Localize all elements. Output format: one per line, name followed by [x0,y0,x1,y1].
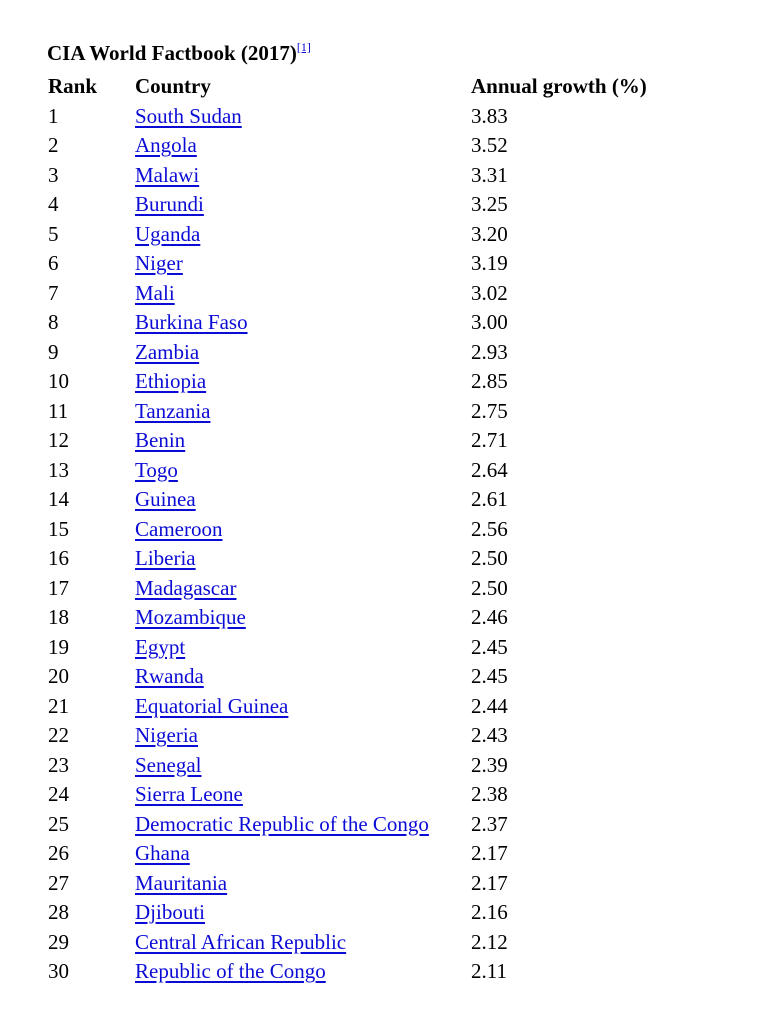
rank-cell: 10 [48,369,69,393]
annual-growth-cell: 3.00 [471,310,508,334]
table-row [48,574,647,604]
country-cell [135,957,471,987]
table-row [48,485,647,515]
reference-link[interactable]: [1] [296,40,311,54]
header-rank: Rank [48,74,98,98]
country-link[interactable]: Zambia [135,339,200,364]
country-link[interactable]: Togo [135,457,178,482]
country-link[interactable]: Republic of the Congo [135,959,326,983]
table-row [48,279,647,309]
country-cell [135,633,471,663]
annual-growth-cell: 3.52 [471,133,508,157]
country-cell [135,338,471,368]
country-cell [135,544,471,574]
country-link[interactable]: Ethiopia [135,369,207,393]
table-row [48,426,647,456]
country-cell [135,161,471,191]
table-row [48,839,647,869]
country-cell [135,928,471,958]
country-link[interactable]: Burkina Faso [135,310,248,334]
annual-growth-cell: 2.56 [471,516,508,541]
annual-growth-cell: 3.83 [471,103,508,128]
caption-title: CIA World Factbook (2017) [47,41,297,65]
table-row [48,780,647,810]
annual-growth-cell: 2.50 [471,575,508,600]
rank-cell: 23 [48,752,69,777]
table-row [48,367,647,397]
rank-cell: 3 [48,162,59,187]
country-link[interactable]: Tanzania [135,398,211,423]
country-cell [135,662,471,692]
rank-cell: 17 [48,575,69,600]
country-link[interactable]: Nigeria [135,723,198,747]
rank-cell: 14 [48,487,69,511]
country-cell [135,397,471,427]
country-cell [135,131,471,161]
rank-cell: 25 [48,811,69,836]
annual-growth-cell: 2.11 [471,959,507,983]
table-row [48,633,647,663]
annual-growth-cell: 2.37 [471,811,508,836]
country-cell [135,898,471,928]
rank-cell: 20 [48,664,69,688]
table-row [48,544,647,574]
population-growth-table [48,72,647,987]
country-cell [135,751,471,781]
country-cell [135,279,471,309]
rank-cell: 26 [48,841,69,865]
table-row [48,721,647,751]
table-row [48,249,647,279]
rank-cell: 13 [48,457,69,482]
table-row [48,161,647,191]
rank-cell: 15 [48,516,69,541]
country-cell [135,839,471,869]
country-cell [135,249,471,279]
country-cell [135,515,471,545]
country-link[interactable]: Burundi [135,192,204,216]
country-link[interactable]: Equatorial Guinea [135,693,289,718]
rank-cell: 19 [48,634,69,659]
annual-growth-cell: 2.44 [471,693,508,718]
country-link[interactable]: Central African Republic [135,929,347,954]
country-link[interactable]: Rwanda [135,664,204,688]
header-country: Country [135,74,211,98]
annual-growth-cell: 2.50 [471,546,508,570]
annual-growth-cell: 2.45 [471,664,508,688]
rank-cell: 30 [48,959,69,983]
annual-growth-cell: 2.71 [471,428,508,452]
table-row [48,692,647,722]
country-link[interactable]: Djibouti [135,900,206,924]
rank-cell: 29 [48,929,69,954]
country-cell [135,692,471,722]
annual-growth-cell: 2.39 [471,752,508,777]
table-body [48,102,647,987]
country-link[interactable]: Angola [135,133,197,157]
country-cell [135,456,471,486]
header-annual-growth: Annual growth (%) [471,74,647,98]
country-cell [135,190,471,220]
table-row [48,190,647,220]
country-link[interactable]: Madagascar [135,575,237,600]
country-link[interactable]: Niger [135,251,183,275]
table-row [48,603,647,633]
annual-growth-cell: 2.61 [471,487,508,511]
rank-cell: 28 [48,900,69,924]
country-cell [135,869,471,899]
table-row [48,810,647,840]
country-link[interactable]: Egypt [135,634,186,659]
annual-growth-cell: 2.75 [471,398,508,423]
rank-cell: 4 [48,192,59,216]
rank-cell: 22 [48,723,69,747]
annual-growth-cell: 3.20 [471,221,508,246]
table-row [48,220,647,250]
country-link[interactable]: Liberia [135,546,196,570]
country-link[interactable]: Uganda [135,221,201,246]
annual-growth-cell: 2.85 [471,369,508,393]
annual-growth-cell: 3.19 [471,251,508,275]
annual-growth-cell: 3.02 [471,280,508,305]
rank-cell: 2 [48,133,59,157]
country-link[interactable]: South Sudan [135,103,242,128]
annual-growth-cell: 2.93 [471,339,508,364]
reference-superscript [297,40,311,54]
table-header-row [48,72,647,102]
country-cell [135,367,471,397]
table-row [48,957,647,987]
table-row [48,751,647,781]
table-row [48,662,647,692]
table-row [48,869,647,899]
table-row [48,308,647,338]
rank-cell: 27 [48,870,69,895]
table-row [48,898,647,928]
annual-growth-cell: 2.17 [471,870,508,895]
rank-cell: 8 [48,310,59,334]
rank-cell: 18 [48,605,69,629]
annual-growth-cell: 2.45 [471,634,508,659]
rank-cell: 9 [48,339,59,364]
country-cell [135,308,471,338]
rank-cell: 24 [48,782,69,806]
annual-growth-cell: 3.31 [471,162,508,187]
country-link[interactable]: Democratic Republic of the Congo [135,811,429,836]
country-link[interactable]: Sierra Leone [135,782,243,806]
country-cell [135,721,471,751]
rank-cell: 7 [48,280,59,305]
country-link[interactable]: Mozambique [135,605,246,629]
country-link[interactable]: Guinea [135,487,196,511]
annual-growth-cell: 2.12 [471,929,508,954]
country-link[interactable]: Benin [135,428,186,452]
country-link[interactable]: Cameroon [135,516,223,541]
table-row [48,515,647,545]
annual-growth-cell: 3.25 [471,192,508,216]
annual-growth-cell: 2.64 [471,457,508,482]
annual-growth-cell: 2.46 [471,605,508,629]
annual-growth-cell: 2.43 [471,723,508,747]
annual-growth-cell: 2.17 [471,841,508,865]
country-link[interactable]: Mauritania [135,870,228,895]
rank-cell: 21 [48,693,69,718]
rank-cell: 16 [48,546,69,570]
country-link[interactable]: Ghana [135,841,190,865]
table-row [48,456,647,486]
country-link[interactable]: Mali [135,280,175,305]
annual-growth-cell: 2.38 [471,782,508,806]
country-cell [135,220,471,250]
table-row [48,102,647,132]
rank-cell: 6 [48,251,59,275]
country-cell [135,603,471,633]
country-link[interactable]: Senegal [135,752,202,777]
table-row [48,928,647,958]
table-row [48,338,647,368]
country-link[interactable]: Malawi [135,162,200,187]
rank-cell: 11 [48,398,69,423]
country-cell [135,102,471,132]
table-row [48,131,647,161]
country-cell [135,485,471,515]
annual-growth-cell: 2.16 [471,900,508,924]
country-cell [135,426,471,456]
table-row [48,397,647,427]
country-cell [135,780,471,810]
rank-cell: 1 [48,103,59,128]
rank-cell: 5 [48,221,59,246]
country-cell [135,810,471,840]
rank-cell: 12 [48,428,69,452]
table-caption [47,40,311,66]
country-cell [135,574,471,604]
